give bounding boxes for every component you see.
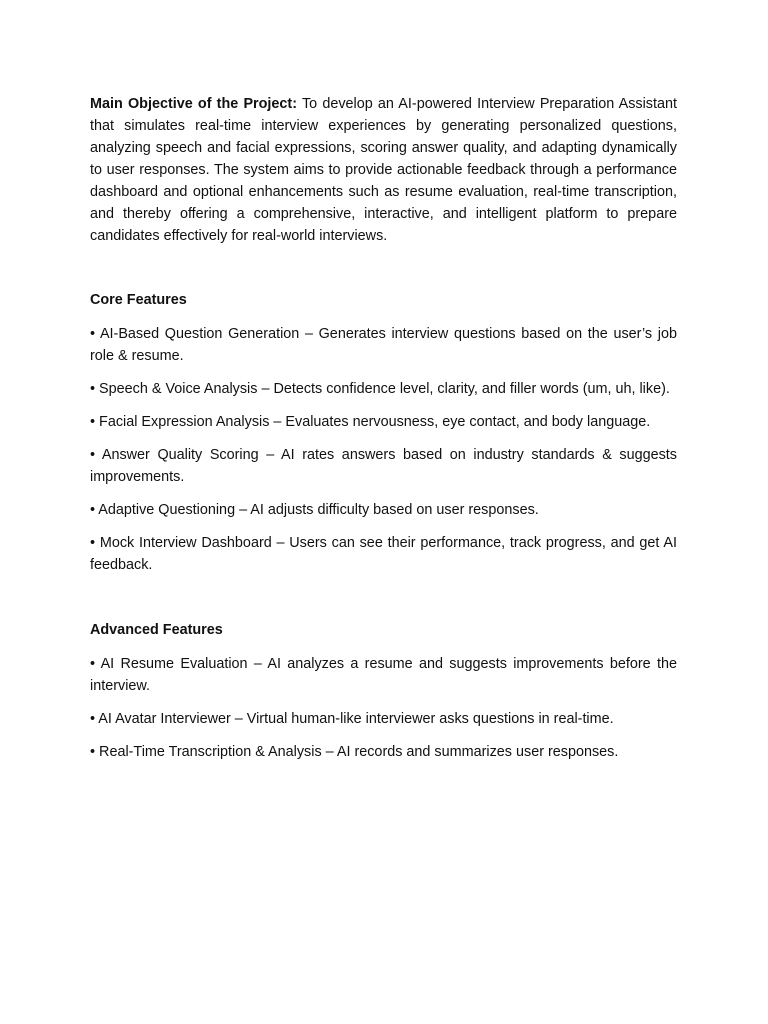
bullet-icon: • xyxy=(90,502,96,518)
list-item-text: Speech & Voice Analysis – Detects confidence level, clarity, and filler words (um, uh, like). xyxy=(99,381,670,397)
objective-paragraph xyxy=(90,93,677,247)
list-item-text: Answer Quality Scoring – AI rates answers based on industry standards & suggests improvements. xyxy=(90,447,677,485)
bullet-icon: • xyxy=(90,656,96,672)
list-item xyxy=(90,653,677,697)
advanced-features-heading: Advanced Features xyxy=(90,622,223,638)
list-item xyxy=(90,532,677,576)
bullet-icon: • xyxy=(90,447,96,463)
list-item xyxy=(90,499,677,521)
list-item xyxy=(90,411,677,433)
list-item-text: AI-Based Question Generation – Generates interview questions based on the user’s job role & resume. xyxy=(90,326,677,364)
bullet-icon: • xyxy=(90,711,96,727)
bullet-icon: • xyxy=(90,414,96,430)
list-item-text: Facial Expression Analysis – Evaluates nervousness, eye contact, and body language. xyxy=(99,414,651,430)
bullet-icon: • xyxy=(90,326,96,342)
objective-text: To develop an AI-powered Interview Preparation Assistant that simulates real-time interview experiences by generating personalized questions, analyzing speech and facial expressions, scoring answer quality, and adapting dynamically to user responses. The system aims to provide actionable feedback through a performance dashboard and optional enhancements such as resume evaluation, real-time transcription, and thereby offering a comprehensive, interactive, and intelligent platform to prepare candidates effectively for real-world interviews. xyxy=(90,96,677,244)
list-item-text: Real-Time Transcription & Analysis – AI records and summarizes user responses. xyxy=(99,744,619,760)
list-item-text: AI Resume Evaluation – AI analyzes a resume and suggests improvements before the interview. xyxy=(90,656,677,694)
bullet-icon: • xyxy=(90,744,96,760)
list-item-text: AI Avatar Interviewer – Virtual human-like interviewer asks questions in real-time. xyxy=(98,711,614,727)
list-item xyxy=(90,741,677,763)
list-item-text: Adaptive Questioning – AI adjusts difficulty based on user responses. xyxy=(98,502,539,518)
core-features-list xyxy=(90,323,677,576)
advanced-features-list xyxy=(90,653,677,763)
list-item xyxy=(90,378,677,400)
core-features-heading: Core Features xyxy=(90,292,187,308)
list-item xyxy=(90,444,677,488)
list-item xyxy=(90,708,677,730)
list-item xyxy=(90,323,677,367)
bullet-icon: • xyxy=(90,381,96,397)
objective-lead: Main Objective of the Project: xyxy=(90,96,298,112)
bullet-icon: • xyxy=(90,535,96,551)
list-item-text: Mock Interview Dashboard – Users can see their performance, track progress, and get AI feedback. xyxy=(90,535,677,573)
